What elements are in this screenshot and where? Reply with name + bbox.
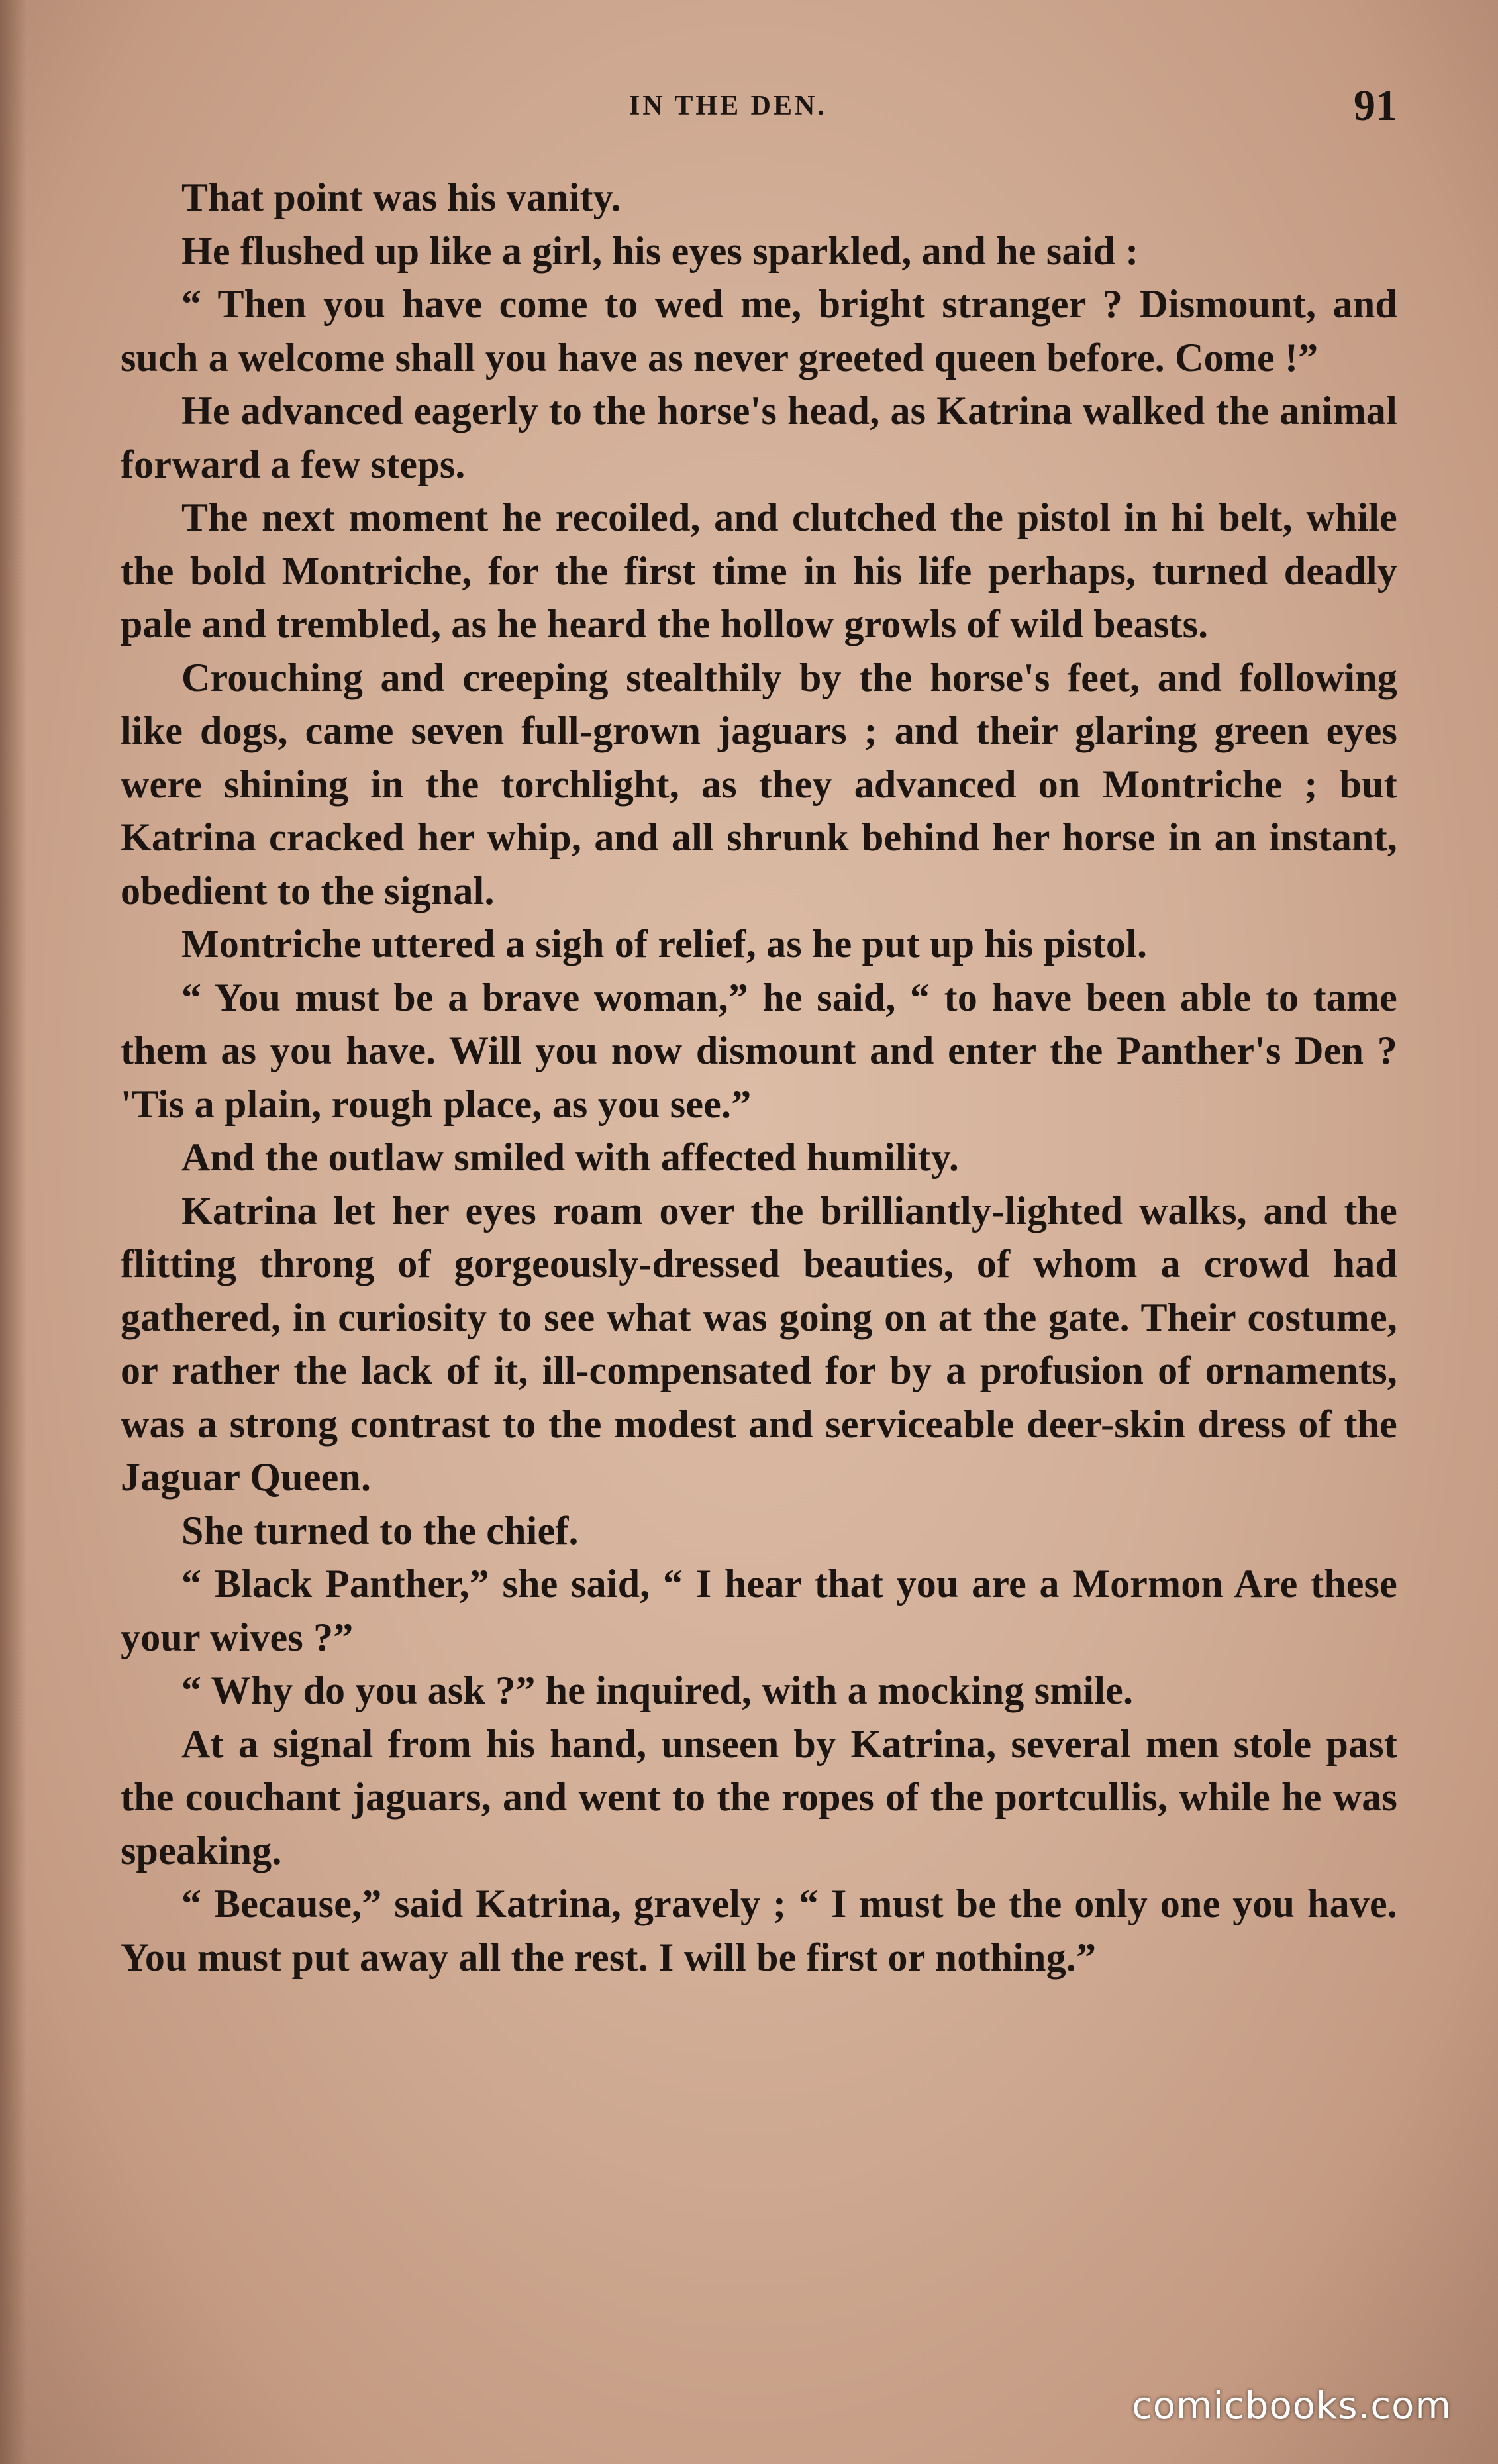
- paragraph: The next moment he recoiled, and clutched the pistol in hi belt, while the bold Montriche, for the first time in his life perhaps, turned deadly pale and trembled, as he heard the hollow growls of wild beasts.: [121, 495, 1397, 646]
- paragraph: Crouching and creeping stealthily by the horse's feet, and following like dogs, came seven full-grown jaguars ; and their glaring green eyes were shining in the torchlight, as they advanced on Montriche ; but Katrina cracked her whip, and all shrunk behind her horse in an instant, obedient to the signal.: [121, 655, 1397, 913]
- page-header: [119, 79, 1397, 132]
- paragraph: Katrina let her eyes roam over the brilliantly-lighted walks, and the flitting throng of gorgeously-dressed beauties, of whom a crowd had gathered, in curiosity to see what was going on at the gate. Their costume, or rather the lack of it, ill-compensated for by a profusion of ornaments, was a strong contrast to the modest and serviceable deer-skin dress of the Jaguar Queen.: [121, 1188, 1397, 1499]
- body-text: [121, 171, 1397, 2277]
- paragraph: “ Why do you ask ?” he inquired, with a mocking smile.: [181, 1668, 1134, 1712]
- paragraph: Montriche uttered a sigh of relief, as he put up his pistol.: [181, 922, 1148, 966]
- paragraph: At a signal from his hand, unseen by Katrina, several men stole past the couchant jaguars, and went to the ropes of the portcullis, while he was speaking.: [121, 1721, 1397, 1873]
- paragraph: “ You must be a brave woman,” he said, “ to have been able to tame them as you have. Will you now dismount and enter the Panther's Den ? 'Tis a plain, rough place, as you see.”: [121, 975, 1397, 1126]
- running-head: IN THE DEN.: [629, 91, 827, 121]
- paragraph: She turned to the chief.: [181, 1508, 579, 1553]
- paragraph: “ Then you have come to wed me, bright stranger ? Dismount, and such a welcome shall you have as never greeted queen before. Come !”: [121, 282, 1397, 380]
- paragraph: “ Black Panther,” she said, “ I hear that you are a Mormon Are these your wives ?”: [121, 1562, 1397, 1659]
- paragraph: “ Because,” said Katrina, gravely ; “ I must be the only one you have. You must put away all the rest. I will be first or nothing.”: [121, 1882, 1397, 1979]
- page-edge-shadow: [0, 0, 26, 2464]
- paragraph: That point was his vanity.: [181, 176, 621, 219]
- paragraph: And the outlaw smiled with affected humility.: [181, 1135, 960, 1179]
- paragraph: He flushed up like a girl, his eyes sparkled, and he said :: [181, 229, 1139, 273]
- paragraph: He advanced eagerly to the horse's head, as Katrina walked the animal forward a few steps.: [121, 389, 1397, 486]
- watermark: comicbooks.com: [1131, 2385, 1452, 2428]
- page-number: 91: [1354, 81, 1397, 130]
